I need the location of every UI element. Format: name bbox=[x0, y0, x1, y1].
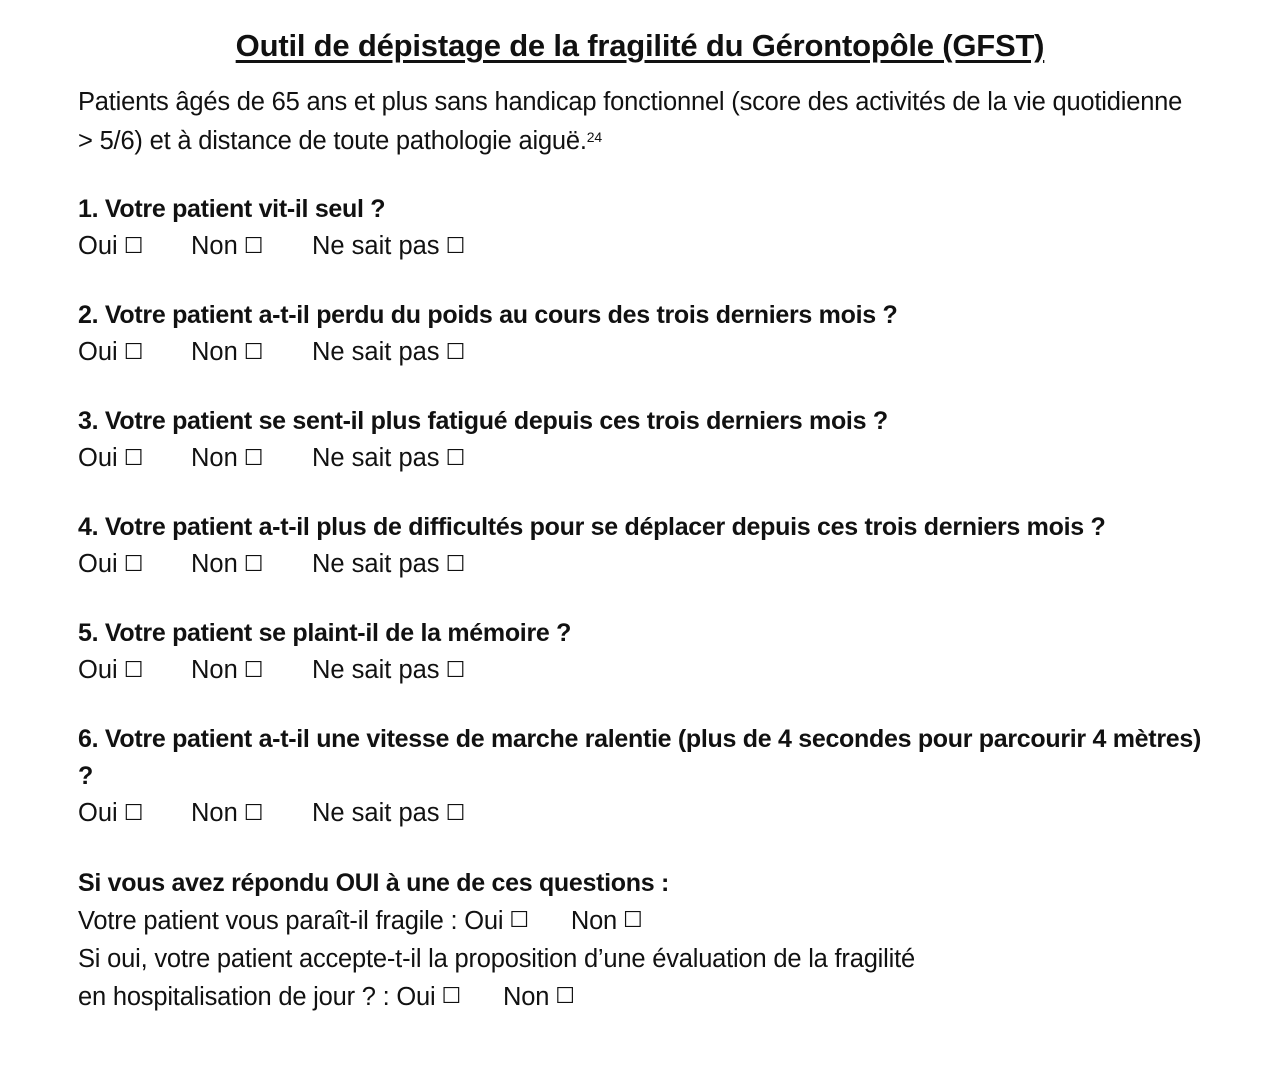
checkbox-icon[interactable]: ☐ bbox=[445, 340, 466, 365]
option-unknown[interactable] bbox=[312, 440, 465, 477]
checkbox-icon[interactable]: ☐ bbox=[123, 234, 144, 259]
intro-text: Patients âgés de 65 ans et plus sans handicap fonctionnel (score des activités de la vie quotidienne > 5/6) et à distance de toute pathologie aiguë. bbox=[78, 88, 1183, 155]
option-yes-label: Oui bbox=[78, 444, 118, 472]
option-yes[interactable] bbox=[78, 334, 191, 371]
option-yes-label: Oui bbox=[78, 232, 118, 260]
question-5 bbox=[78, 615, 1202, 689]
option-no[interactable] bbox=[191, 652, 312, 689]
checkbox-icon[interactable]: ☐ bbox=[243, 552, 264, 577]
checkbox-icon[interactable]: ☐ bbox=[243, 801, 264, 826]
answer-options bbox=[78, 795, 1202, 832]
option-unknown-label: Ne sait pas bbox=[312, 656, 440, 684]
option-no-label: Non bbox=[191, 232, 238, 260]
questions-list bbox=[78, 191, 1202, 832]
checkbox-icon[interactable]: ☐ bbox=[243, 340, 264, 365]
checkbox-icon[interactable]: ☐ bbox=[509, 908, 529, 933]
fragile-no-label: Non bbox=[570, 907, 618, 935]
option-unknown-label: Ne sait pas bbox=[312, 338, 440, 366]
followup-heading: Si vous avez répondu OUI à une de ces questions : bbox=[78, 869, 670, 897]
answer-options bbox=[78, 546, 1202, 583]
evaluation-text-2: en hospitalisation de jour ? : Oui bbox=[78, 983, 436, 1011]
option-unknown[interactable] bbox=[312, 228, 465, 265]
option-unknown[interactable] bbox=[312, 795, 465, 832]
option-no[interactable] bbox=[191, 440, 312, 477]
checkbox-icon[interactable]: ☐ bbox=[445, 234, 466, 259]
question-text: 1. Votre patient vit-il seul ? bbox=[78, 195, 386, 223]
option-no-label: Non bbox=[191, 656, 238, 684]
option-yes[interactable] bbox=[78, 795, 191, 832]
option-no-label: Non bbox=[191, 799, 238, 827]
answer-options bbox=[78, 334, 1202, 371]
option-unknown[interactable] bbox=[312, 652, 465, 689]
checkbox-icon[interactable]: ☐ bbox=[123, 658, 144, 683]
checkbox-icon[interactable]: ☐ bbox=[445, 801, 466, 826]
evaluation-yes-checkbox[interactable] bbox=[436, 978, 462, 1016]
option-no[interactable] bbox=[191, 334, 312, 371]
question-text: 6. Votre patient a-t-il une vitesse de marche ralentie (plus de 4 secondes pour parcourir 4 mètres) ? bbox=[78, 725, 1201, 790]
answer-options bbox=[78, 440, 1202, 477]
option-yes-label: Oui bbox=[78, 338, 118, 366]
option-unknown-label: Ne sait pas bbox=[312, 799, 440, 827]
option-unknown-label: Ne sait pas bbox=[312, 232, 440, 260]
page-title: Outil de dépistage de la fragilité du Gérontopôle (GFST) bbox=[235, 28, 1045, 63]
checkbox-icon[interactable]: ☐ bbox=[123, 552, 144, 577]
checkbox-icon[interactable]: ☐ bbox=[243, 658, 264, 683]
checkbox-icon[interactable]: ☐ bbox=[243, 446, 264, 471]
followup-section bbox=[78, 864, 1202, 1016]
checkbox-icon[interactable]: ☐ bbox=[623, 908, 643, 933]
option-no-label: Non bbox=[191, 338, 238, 366]
checkbox-icon[interactable]: ☐ bbox=[441, 984, 462, 1009]
footnote-ref: 24 bbox=[586, 129, 602, 145]
question-2 bbox=[78, 297, 1202, 371]
option-yes[interactable] bbox=[78, 652, 191, 689]
question-text: 5. Votre patient se plaint-il de la mémoire ? bbox=[78, 619, 572, 647]
option-yes-label: Oui bbox=[78, 550, 118, 578]
question-text: 2. Votre patient a-t-il perdu du poids au cours des trois derniers mois ? bbox=[78, 301, 898, 329]
option-yes[interactable] bbox=[78, 546, 191, 583]
option-unknown[interactable] bbox=[312, 334, 465, 371]
option-unknown-label: Ne sait pas bbox=[312, 444, 440, 472]
option-no-label: Non bbox=[191, 550, 238, 578]
option-no[interactable] bbox=[191, 546, 312, 583]
checkbox-icon[interactable]: ☐ bbox=[123, 446, 144, 471]
question-4 bbox=[78, 509, 1202, 583]
option-yes[interactable] bbox=[78, 440, 191, 477]
evaluation-no-option[interactable] bbox=[503, 978, 575, 1016]
checkbox-icon[interactable]: ☐ bbox=[123, 340, 144, 365]
checkbox-icon[interactable]: ☐ bbox=[445, 446, 466, 471]
checkbox-icon[interactable]: ☐ bbox=[243, 234, 264, 259]
option-no[interactable] bbox=[191, 795, 312, 832]
option-yes[interactable] bbox=[78, 228, 191, 265]
fragile-no-option[interactable] bbox=[571, 902, 643, 940]
option-unknown[interactable] bbox=[312, 546, 465, 583]
option-no-label: Non bbox=[191, 444, 238, 472]
question-text: 3. Votre patient se sent-il plus fatigué depuis ces trois derniers mois ? bbox=[78, 407, 888, 435]
question-6 bbox=[78, 721, 1202, 832]
evaluation-text-1: Si oui, votre patient accepte-t-il la proposition d’une évaluation de la fragilité bbox=[78, 945, 915, 973]
option-yes-label: Oui bbox=[78, 799, 118, 827]
checkbox-icon[interactable]: ☐ bbox=[555, 984, 575, 1009]
answer-options bbox=[78, 652, 1202, 689]
checkbox-icon[interactable]: ☐ bbox=[445, 658, 466, 683]
question-text: 4. Votre patient a-t-il plus de difficultés pour se déplacer depuis ces trois derniers mois ? bbox=[78, 513, 1106, 541]
option-no[interactable] bbox=[191, 228, 312, 265]
intro-paragraph bbox=[78, 83, 1202, 161]
evaluation-line-2 bbox=[78, 978, 1202, 1016]
evaluation-line-1 bbox=[78, 940, 1202, 978]
question-3 bbox=[78, 403, 1202, 477]
option-unknown-label: Ne sait pas bbox=[312, 550, 440, 578]
question-1 bbox=[78, 191, 1202, 265]
answer-options bbox=[78, 228, 1202, 265]
fragile-yes-checkbox[interactable] bbox=[503, 902, 529, 940]
option-yes-label: Oui bbox=[78, 656, 118, 684]
fragile-question-text: Votre patient vous paraît-il fragile : Oui bbox=[78, 907, 504, 935]
checkbox-icon[interactable]: ☐ bbox=[123, 801, 144, 826]
evaluation-no-label: Non bbox=[503, 983, 550, 1011]
checkbox-icon[interactable]: ☐ bbox=[445, 552, 466, 577]
fragile-question-line bbox=[78, 902, 1202, 940]
